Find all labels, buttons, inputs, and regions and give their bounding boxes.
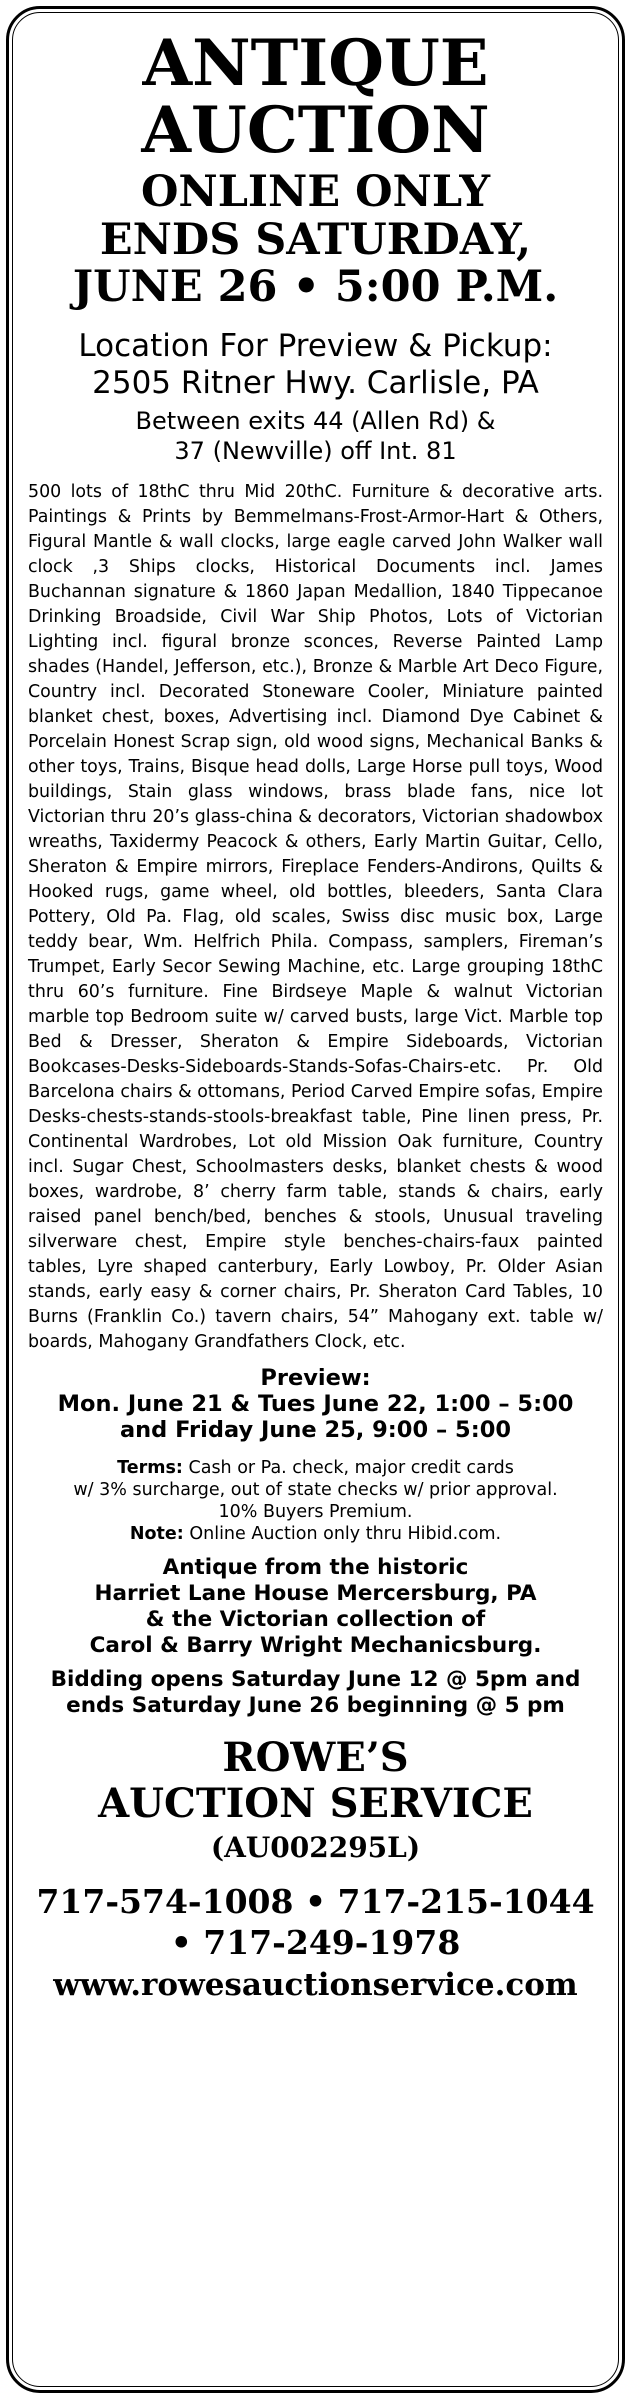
phone-numbers	[28, 1881, 603, 1964]
provenance-line4: Carol & Barry Wright Mechanicsburg.	[89, 1633, 542, 1659]
company-name-line2: AUCTION SERVICE	[98, 1780, 533, 1828]
directions-line1: Between exits 44 (Allen Rd) &	[135, 407, 496, 436]
bidding-line1: Bidding opens Saturday June 12 @ 5pm and	[50, 1667, 581, 1693]
location-address: 2505 Ritner Hwy. Carlisle, PA	[92, 364, 539, 401]
preview-schedule	[28, 1365, 603, 1443]
terms-text: Cash or Pa. check, major credit cards	[182, 1458, 514, 1479]
ad-content	[28, 26, 603, 2004]
terms-line2: w/ 3% surcharge, out of state checks w/ prior approval.	[73, 1480, 558, 1501]
preview-line1: Mon. June 21 & Tues June 22, 1:00 – 5:00	[57, 1391, 574, 1418]
note-text: Online Auction only thru Hibid.com.	[183, 1524, 502, 1545]
auctioneer-license: (AU002295L)	[210, 1831, 421, 1865]
phones-line1: 717-574-1008 • 717-215-1044	[36, 1881, 595, 1921]
provenance-line3: & the Victorian collection of	[145, 1607, 486, 1633]
headline-antique: ANTIQUE	[142, 26, 489, 101]
terms-label: Terms:	[117, 1458, 183, 1479]
location-heading	[28, 328, 603, 402]
bidding-line2: ends Saturday June 26 beginning @ 5 pm	[66, 1693, 565, 1719]
preview-line2: and Friday June 25, 9:00 – 5:00	[119, 1417, 511, 1444]
terms-line3: 10% Buyers Premium.	[218, 1502, 413, 1523]
provenance-line2: Harriet Lane House Mercersburg, PA	[94, 1581, 537, 1607]
lot-description: 500 lots of 18thC thru Mid 20thC. Furniture & decorative arts. Paintings & Prints by Bemmelmans-Frost-Armor-Hart & Others, Figural Mantle & wall clocks, large eagle carved John Walker wall clock ,3 Ships clocks, Historical Documents incl. James Buchannan signature & 1860 Japan Medallion, 1840 Tippecanoe Drinking Broadside, Civil War Ship Photos, Lots of Victorian Lighting incl. figural bronze sconces, Reverse Painted Lamp shades (Handel, Jefferson, etc.), Bronze & Marble Art Deco Figure, Country incl. Decorated Stoneware Cooler, Miniature painted blanket chest, boxes, Advertising incl. Diamond Dye Cabinet & Porcelain Honest Scrap sign, old wood signs, Mechanical Banks & other toys, Trains, Bisque head dolls, Large Horse pull toys, Wood buildings, Stain glass windows, brass blade fans, nice lot Victorian thru 20’s glass-china & decorators, Victorian shadowbox wreaths, Taxidermy Peacock & others, Early Martin Guitar, Cello, Sheraton & Empire mirrors, Fireplace Fenders-Andirons, Quilts & Hooked rugs, game wheel, old bottles, bleeders, Santa Clara Pottery, Old Pa. Flag, old scales, Swiss disc music box, Large teddy bear, Wm. Helfrich Phila. Compass, samplers, Fireman’s Trumpet, Early Secor Sewing Machine, etc. Large grouping 18thC thru 60’s furniture. Fine Birdseye Maple & walnut Victorian marble top Bedroom suite w/ carved busts, large Vict. Marble top Bed & Dresser, Sheraton & Empire Sideboards, Victorian Bookcases-Desks-Sideboards-Stands-Sofas-Chairs-etc. Pr. Old Barcelona chairs & ottomans, Period Carved Empire sofas, Empire Desks-chests-stands-stools-breakfast table, Pine linen press, Pr. Continental Wardrobes, Lot old Mission Oak furniture, Country incl. Sugar Chest, Schoolmasters desks, blanket chests & wood boxes, wardrobe, 8’ cherry farm table, stands & chairs, early raised panel bench/bed, benches & stools, Unusual traveling silverware chest, Empire style benches-chairs-faux painted tables, Lyre shaped canterbury, Early Lowboy, Pr. Older Asian stands, early easy & corner chairs, Pr. Sheraton Card Tables, 10 Burns (Franklin Co.) tavern chairs, 54” Mahogany ext. table w/ boards, Mahogany Grandfathers Clock, etc.	[28, 482, 603, 1353]
note-label: Note:	[129, 1524, 184, 1545]
auction-date-time: JUNE 26 • 5:00 P.M.	[72, 261, 559, 312]
location-directions	[28, 406, 603, 466]
headline-auction: AUCTION	[141, 93, 490, 169]
terms-block	[28, 1457, 603, 1545]
note-line	[28, 1523, 603, 1545]
terms-line1	[28, 1457, 603, 1479]
preview-heading: Preview:	[260, 1365, 371, 1392]
provenance-line1: Antique from the historic	[162, 1555, 469, 1581]
website-link[interactable]: www.rowesauctionservice.com	[53, 1967, 578, 2004]
provenance-block	[28, 1555, 603, 1659]
bidding-schedule	[28, 1667, 603, 1719]
subtitle-online-only: ONLINE ONLY	[140, 167, 491, 218]
phones-line2: • 717-249-1978	[170, 1922, 461, 1962]
directions-line2: 37 (Newville) off Int. 81	[174, 437, 457, 466]
company-name-line1: ROWE’S	[222, 1734, 409, 1782]
location-label: Location For Preview & Pickup:	[78, 327, 553, 364]
subtitle-ends-saturday: ENDS SATURDAY,	[99, 214, 532, 265]
